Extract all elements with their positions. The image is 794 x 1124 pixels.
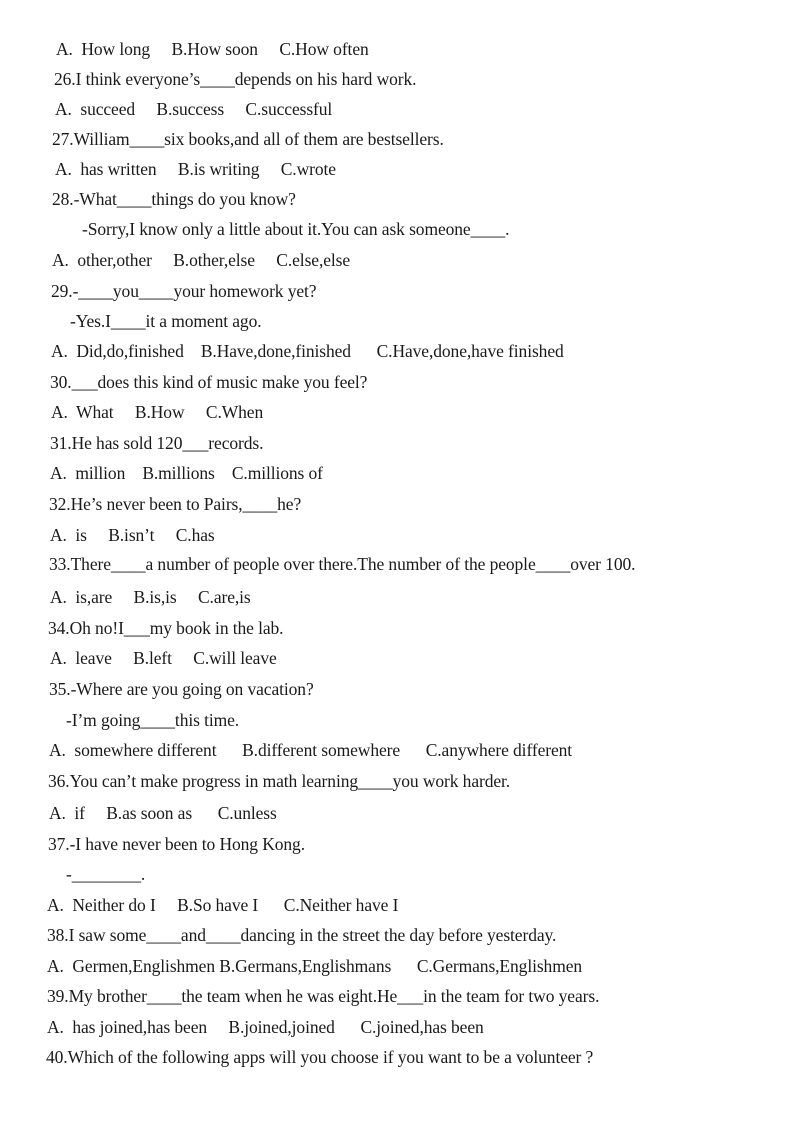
- q37-question: 37.-I have never been to Hong Kong.: [48, 834, 305, 854]
- q29-response: -Yes.I____it a moment ago.: [70, 311, 262, 331]
- q35-options: A. somewhere different B.different somewhere C.anywhere different: [49, 740, 573, 760]
- q40-question: 40.Which of the following apps will you choose if you want to be a volunteer ?: [46, 1047, 594, 1067]
- q34-question: 34.Oh no!I___my book in the lab.: [48, 618, 284, 638]
- q32-question: 32.He’s never been to Pairs,____he?: [49, 494, 302, 514]
- q33-question: 33.There____a number of people over there.The number of the people____over 100.: [49, 554, 636, 574]
- q28-response: -Sorry,I know only a little about it.You can ask someone____.: [82, 219, 510, 239]
- q26-options: A. succeed B.success C.successful: [55, 99, 333, 119]
- q32-options: A. is B.isn’t C.has: [50, 525, 215, 545]
- q28-question: 28.-What____things do you know?: [52, 189, 296, 209]
- q35-response: -I’m going____this time.: [66, 710, 240, 730]
- q37-options: A. Neither do I B.So have I C.Neither have I: [47, 895, 399, 915]
- q25-options: A. How long B.How soon C.How often: [56, 39, 369, 59]
- q27-options: A. has written B.is writing C.wrote: [55, 159, 336, 179]
- q37-response: -________.: [66, 864, 146, 884]
- q35-question: 35.-Where are you going on vacation?: [49, 679, 314, 699]
- q39-options: A. has joined,has been B.joined,joined C.joined,has been: [47, 1017, 484, 1037]
- q39-question: 39.My brother____the team when he was eight.He___in the team for two years.: [47, 986, 600, 1006]
- q31-question: 31.He has sold 120___records.: [50, 433, 264, 453]
- q29-question: 29.-____you____your homework yet?: [51, 281, 317, 301]
- q26-question: 26.I think everyone’s____depends on his hard work.: [54, 69, 417, 89]
- q36-options: A. if B.as soon as C.unless: [49, 803, 277, 823]
- q33-options: A. is,are B.is,is C.are,is: [50, 587, 251, 607]
- q38-options: A. Germen,Englishmen B.Germans,Englishmans C.Germans,Englishmen: [47, 956, 583, 976]
- q28-options: A. other,other B.other,else C.else,else: [52, 250, 351, 270]
- q36-question: 36.You can’t make progress in math learning____you work harder.: [48, 771, 511, 791]
- q38-question: 38.I saw some____and____dancing in the street the day before yesterday.: [47, 925, 557, 945]
- q30-options: A. What B.How C.When: [51, 402, 264, 422]
- q34-options: A. leave B.left C.will leave: [50, 648, 277, 668]
- q31-options: A. million B.millions C.millions of: [50, 463, 323, 483]
- q29-options: A. Did,do,finished B.Have,done,finished C.Have,done,have finished: [51, 341, 564, 361]
- q30-question: 30.___does this kind of music make you feel?: [50, 372, 368, 392]
- q27-question: 27.William____six books,and all of them are bestsellers.: [52, 129, 444, 149]
